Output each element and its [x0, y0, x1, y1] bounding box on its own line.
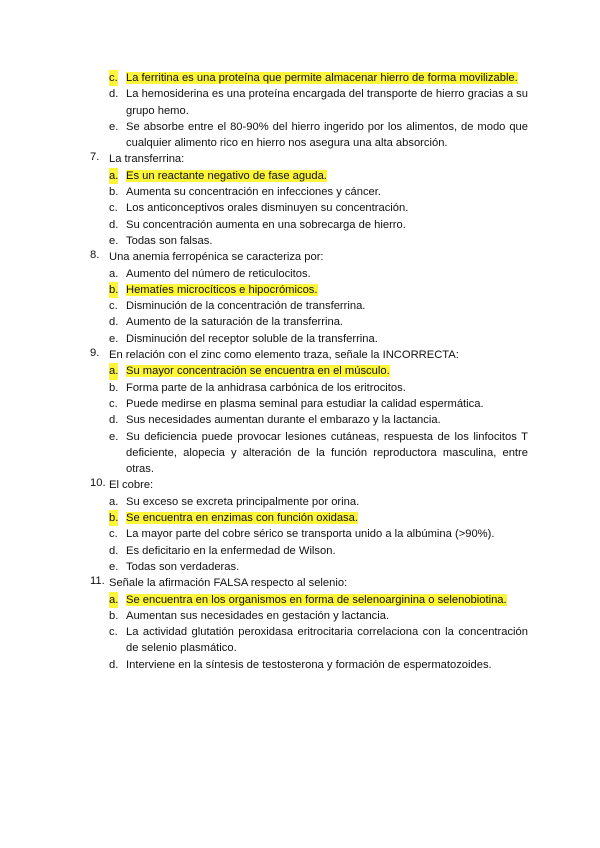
question-7 [90, 151, 528, 167]
option-item [90, 510, 528, 526]
option-item [90, 592, 528, 608]
option-item [90, 200, 528, 216]
option-text: Puede medirse en plasma seminal para estudiar la calidad espermática. [126, 397, 484, 410]
question-11 [90, 575, 528, 591]
option-letter: a. [109, 267, 119, 280]
option-item [90, 543, 528, 559]
question-number: 9. [90, 347, 100, 360]
option-text: La hemosiderina es una proteína encargada del transporte de hierro gracias a su grupo hemo. [126, 88, 528, 117]
option-item [90, 86, 528, 119]
option-text: Se absorbe entre el 80-90% del hierro ingerido por los alimentos, de modo que cualquier alimento rico en hierro nos asegura una alta absorción. [126, 120, 528, 150]
option-text: Su exceso se excreta principalmente por orina. [126, 495, 360, 508]
question-9 [90, 347, 528, 363]
question-text: El cobre: [109, 479, 154, 492]
question-list [90, 70, 528, 673]
option-item [90, 396, 528, 412]
option-letter: b. [109, 186, 119, 199]
option-text: Sus necesidades aumentan durante el embarazo y la lactancia. [126, 414, 441, 427]
option-item [90, 331, 528, 347]
option-text: Es un reactante negativo de fase aguda. [126, 169, 327, 182]
option-letter: d. [109, 544, 119, 557]
option-item [90, 70, 528, 86]
option-item [90, 282, 528, 298]
question-text: Señale la afirmación FALSA respecto al selenio: [109, 577, 348, 590]
option-item [90, 624, 528, 657]
option-text: La ferritina es una proteína que permite almacenar hierro de forma movilizable. [126, 72, 518, 84]
option-item [90, 314, 528, 330]
question-10 [90, 477, 528, 493]
option-text: La mayor parte del cobre sérico se transporta unido a la albúmina (>90%). [126, 528, 495, 541]
lead-options [90, 70, 528, 151]
option-letter: d. [109, 88, 119, 101]
option-item [90, 233, 528, 249]
option-text: Se encuentra en los organismos en forma de selenoarginina o selenobiotina. [126, 593, 507, 606]
option-text: Forma parte de la anhidrasa carbónica de los eritrocitos. [126, 381, 406, 394]
option-text: Todas son falsas. [126, 234, 213, 247]
option-item [90, 559, 528, 575]
option-item [90, 608, 528, 624]
option-letter: e. [109, 234, 119, 247]
option-item [90, 363, 528, 379]
option-text: Aumento del número de reticulocitos. [126, 267, 311, 280]
option-text: Todas son verdaderas. [126, 560, 240, 573]
option-letter: c. [109, 70, 118, 86]
option-letter: c. [109, 528, 118, 541]
option-text: Disminución del receptor soluble de la transferrina. [126, 332, 378, 345]
question-text: Una anemia ferropénica se caracteriza por: [109, 251, 324, 264]
question-text: La transferrina: [109, 153, 185, 166]
option-text: Los anticonceptivos orales disminuyen su concentración. [126, 202, 409, 215]
question-text: En relación con el zinc como elemento traza, señale la INCORRECTA: [109, 349, 459, 362]
option-letter: b. [109, 510, 118, 526]
option-item [90, 429, 528, 478]
option-letter: d. [109, 658, 119, 671]
option-item [90, 266, 528, 282]
option-text: Su mayor concentración se encuentra en el músculo. [126, 365, 390, 378]
option-letter: e. [109, 120, 119, 133]
question-number: 11. [90, 575, 105, 588]
option-letter: b. [109, 381, 119, 394]
option-text: Se encuentra en enzimas con función oxidasa. [126, 512, 358, 525]
option-text: Su deficiencia puede provocar lesiones cutáneas, respuesta de los linfocitos T deficiente, alopecia y alteración de la función reproductora masculina, entre otras. [126, 430, 528, 476]
option-text: La actividad glutatión peroxidasa eritrocitaria correlaciona con la concentración de selenio plasmático. [126, 626, 528, 655]
option-item [90, 380, 528, 396]
option-letter: c. [109, 626, 118, 639]
option-letter: c. [109, 202, 118, 215]
option-text: Es deficitario en la enfermedad de Wilson. [126, 544, 336, 557]
option-letter: d. [109, 316, 119, 329]
option-letter: d. [109, 414, 119, 427]
question-number: 7. [90, 151, 100, 164]
option-letter: d. [109, 218, 119, 231]
option-text: Aumento de la saturación de la transferrina. [126, 316, 344, 329]
option-text: Hematíes microcíticos e hipocrómicos. [126, 283, 318, 296]
option-text: Interviene en la síntesis de testosterona y formación de espermatozoides. [126, 658, 492, 671]
option-letter: b. [109, 609, 119, 622]
option-item [90, 526, 528, 542]
option-letter: a. [109, 363, 118, 379]
option-letter: e. [109, 560, 119, 573]
option-letter: a. [109, 495, 119, 508]
option-item [90, 184, 528, 200]
question-number: 10. [90, 477, 106, 490]
question-8 [90, 249, 528, 265]
option-letter: b. [109, 282, 118, 298]
option-text: Aumentan sus necesidades en gestación y lactancia. [126, 609, 390, 622]
option-letter: c. [109, 397, 118, 410]
option-item [90, 168, 528, 184]
option-item [90, 119, 528, 152]
option-text: Su concentración aumenta en una sobrecarga de hierro. [126, 218, 406, 231]
option-item [90, 494, 528, 510]
option-letter: e. [109, 430, 119, 443]
option-item [90, 217, 528, 233]
option-text: Disminución de la concentración de transferrina. [126, 300, 366, 313]
option-letter: a. [109, 168, 118, 184]
option-item [90, 657, 528, 673]
option-letter: c. [109, 300, 118, 313]
option-letter: e. [109, 332, 119, 345]
question-number: 8. [90, 249, 100, 262]
option-text: Aumenta su concentración en infecciones y cáncer. [126, 186, 381, 199]
option-letter: a. [109, 592, 118, 608]
option-item [90, 412, 528, 428]
option-item [90, 298, 528, 314]
